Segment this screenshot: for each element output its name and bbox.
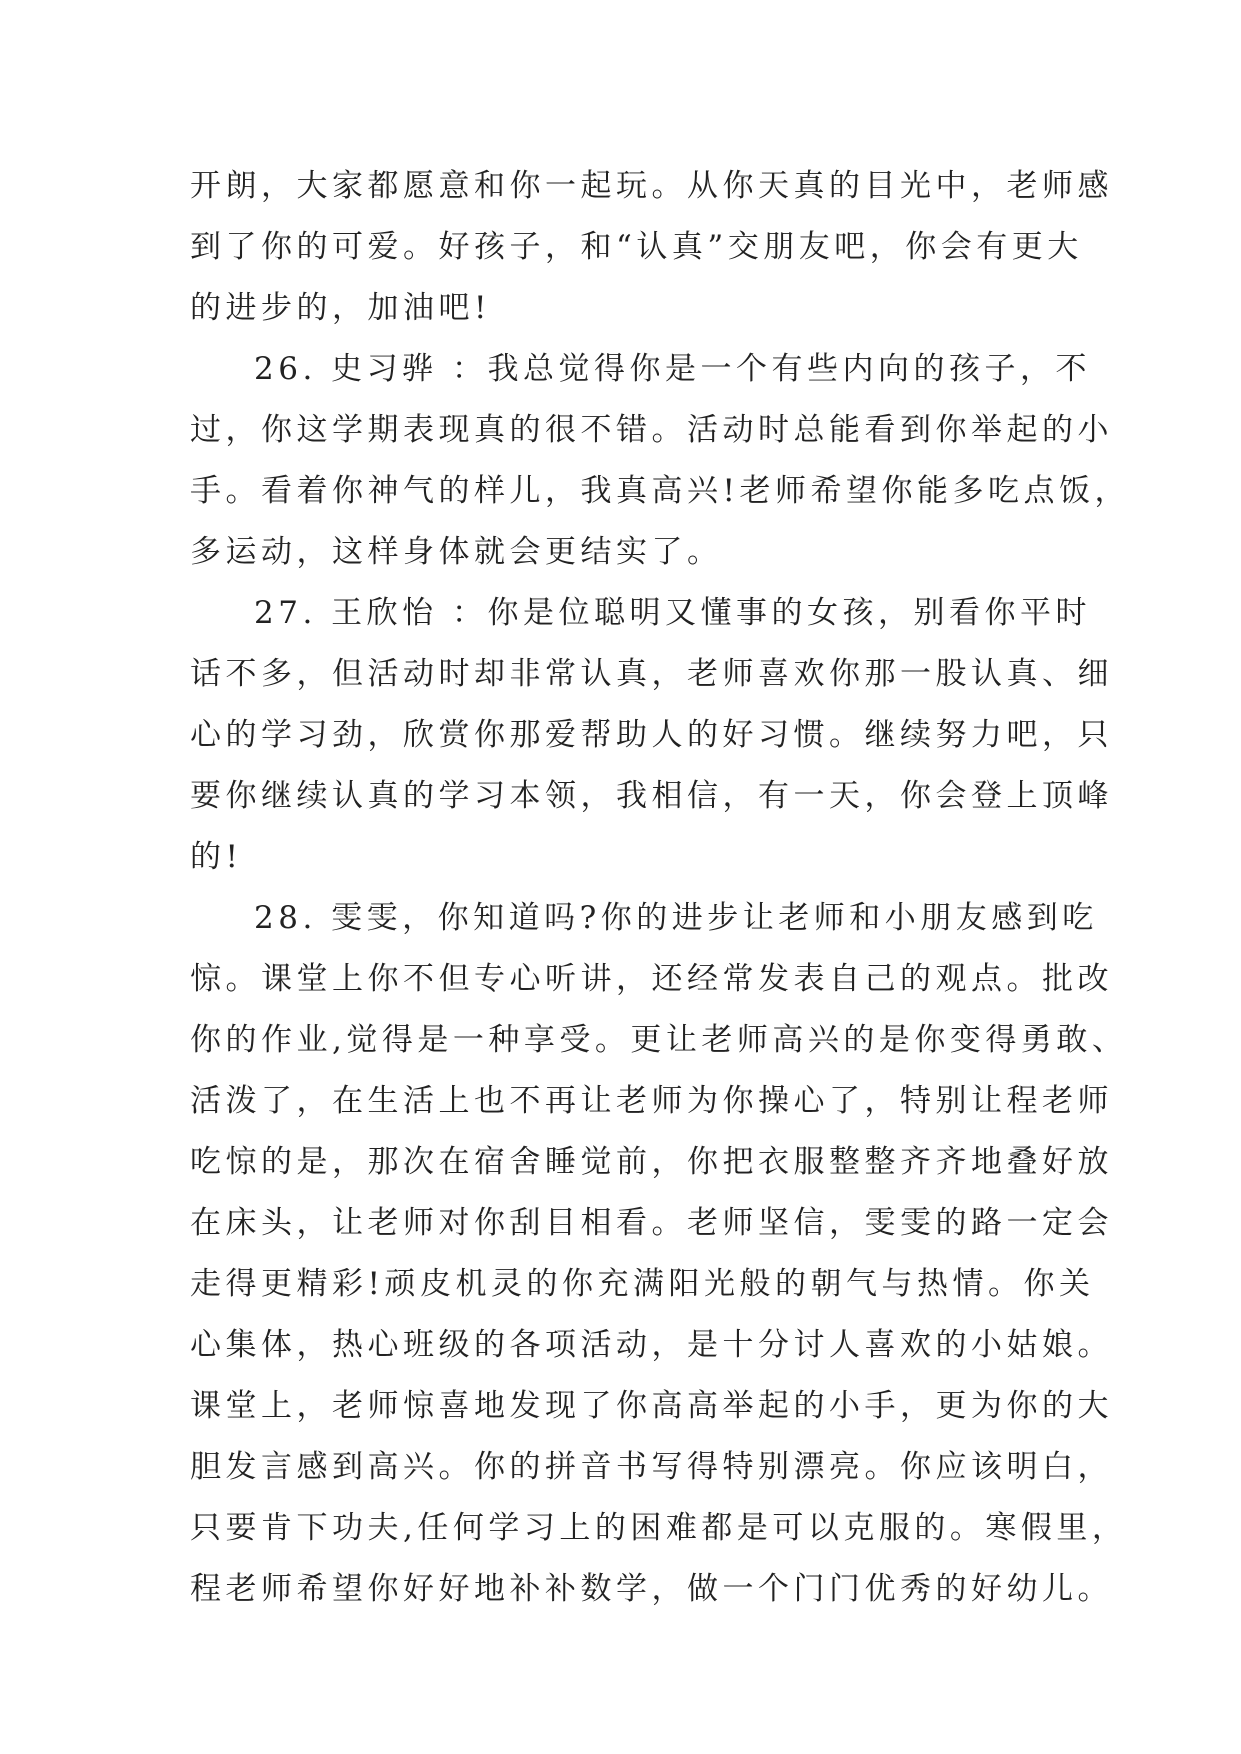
text-line: 要你继续认真的学习本领，我相信，有一天，你会登上顶峰: [190, 778, 1113, 814]
text-line: 程老师希望你好好地补补数学，做一个门门优秀的好幼儿。: [190, 1571, 1113, 1607]
text-line: 26. 史习骅 ：我总觉得你是一个有些内向的孩子，不: [254, 351, 1092, 387]
text-line: 的!: [190, 839, 243, 875]
text-line: 到了你的可爱。好孩子，和“认真”交朋友吧，你会有更大: [190, 229, 1083, 265]
text-line: 心的学习劲，欣赏你那爱帮助人的好习惯。继续努力吧，只: [190, 717, 1113, 753]
text-line: 话不多，但活动时却非常认真，老师喜欢你那一股认真、细: [190, 656, 1113, 692]
text-line: 多运动，这样身体就会更结实了。: [190, 534, 723, 570]
text-line: 开朗，大家都愿意和你一起玩。从你天真的目光中，老师感: [190, 168, 1113, 204]
text-line: 活泼了，在生活上也不再让老师为你操心了，特别让程老师: [190, 1083, 1113, 1119]
text-line: 心集体，热心班级的各项活动，是十分讨人喜欢的小姑娘。: [190, 1327, 1113, 1363]
text-line: 的进步的，加油吧!: [190, 290, 491, 326]
body-text: [190, 156, 1130, 1620]
text-line: 28. 雯雯，你知道吗?你的进步让老师和小朋友感到吃: [254, 900, 1098, 936]
text-line: 胆发言感到高兴。你的拼音书写得特别漂亮。你应该明白，: [190, 1449, 1113, 1485]
text-line: 惊。课堂上你不但专心听讲，还经常发表自己的观点。批改: [190, 961, 1113, 997]
text-line: 吃惊的是，那次在宿舍睡觉前，你把衣服整整齐齐地叠好放: [190, 1144, 1113, 1180]
text-line: 手。看着你神气的样儿，我真高兴!老师希望你能多吃点饭，: [190, 473, 1130, 509]
text-line: 你的作业,觉得是一种享受。更让老师高兴的是你变得勇敢、: [190, 1022, 1128, 1058]
text-line: 在床头，让老师对你刮目相看。老师坚信，雯雯的路一定会: [190, 1205, 1113, 1241]
text-line: 过，你这学期表现真的很不错。活动时总能看到你举起的小: [190, 412, 1113, 448]
text-line: 只要肯下功夫,任何学习上的困难都是可以克服的。寒假里，: [190, 1510, 1128, 1546]
text-line: 27. 王欣怡 ：你是位聪明又懂事的女孩，别看你平时: [254, 595, 1092, 631]
text-line: 课堂上，老师惊喜地发现了你高高举起的小手，更为你的大: [190, 1388, 1113, 1424]
text-line: 走得更精彩!顽皮机灵的你充满阳光般的朝气与热情。你关: [190, 1266, 1095, 1302]
